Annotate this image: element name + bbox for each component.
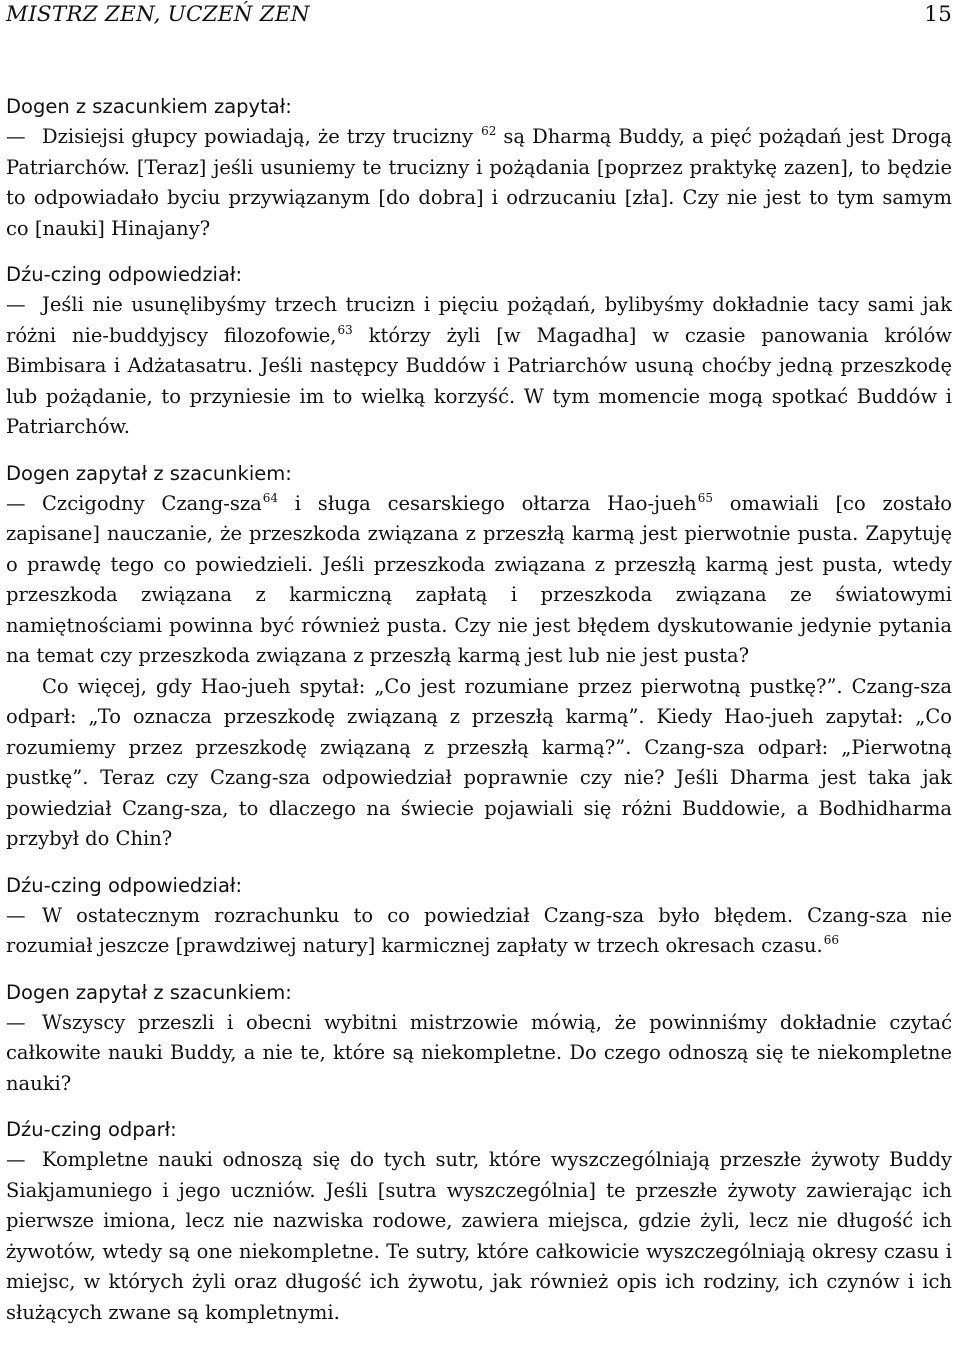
dialogue-dash: — — [6, 125, 26, 148]
footnote-ref: 66 — [823, 933, 840, 947]
text-run: omawiali [co zostało zapisane] nauczanie, że przeszkoda związana z przeszłą karmą jest pierwotnie pusta. Zapytuję o prawdę tego co powiedzieli. Jeśli przeszkoda związana z przeszłą karmą jest pusta, wtedy przeszkoda związana z karmiczną zapłatą i przeszkoda związana ze światowymi namiętnościami powinna być również pusta. Czy nie jest błędem dyskutowanie jedynie pytania na temat czy przeszkoda związana z przeszłą karmą jest lub nie jest pusta? — [6, 491, 953, 667]
text-run: są Dharmą Buddy, a pięć pożądań jest Drogą Patriarchów. [Teraz] jeśli usuniemy te trucizny i pożądania [poprzez praktykę zazen], to będzie to odpowiadało byciu przywiązanym [do dobra] i odrzucaniu [zła]. Czy nie jest to tym samym co [nauki] Hinajany? — [6, 125, 952, 240]
text-run: Kompletne nauki odnoszą się do tych sutr, które wyszczególniają przeszłe żywoty Buddy Siakjamuniego i jego uczniów. Jeśli [sutra wyszczególnia] te przeszłe żywoty zawierając ich pierwsze imiona, lecz nie nazwiska rodowe, zawiera miejsca, gdzie żyli, lecz nie długość ich żywotów, wtedy są one niekompletne. Te sutry, które całkowicie wyszczególniają okresy czasu i miejsc, w których żyli oraz długość ich żywotu, jak również opis ich rodziny, ich czynów i ich służących zwane są kompletnymi. — [6, 1148, 952, 1324]
paragraph — [6, 1008, 952, 1100]
paragraph — [6, 901, 952, 962]
footnote-ref: 65 — [697, 490, 714, 505]
speaker-line: Dogen zapytał z szacunkiem: — [6, 980, 292, 1004]
paragraph — [6, 122, 952, 244]
paragraph — [6, 1145, 952, 1328]
paragraph — [6, 672, 952, 855]
text-run: Wszyscy przeszli i obecni wybitni mistrzowie mówią, że powinniśmy dokładnie czytać całkowite nauki Buddy, a nie te, które są niekompletne. Do czego odnoszą się te niekompletne nauki? — [6, 1010, 952, 1095]
text-run: i sługa cesarskiego ołtarza Hao-jueh — [278, 491, 697, 515]
speaker-line: Dogen z szacunkiem zapytał: — [6, 95, 292, 118]
running-header — [6, 0, 952, 40]
speaker-line: Dźu-czing odpowiedział: — [6, 873, 243, 897]
dialogue-section — [6, 871, 952, 962]
footnote-ref: 62 — [481, 124, 497, 138]
dialogue-section — [6, 92, 952, 244]
dialogue-section — [6, 459, 952, 855]
paragraph — [6, 489, 952, 672]
text-run: którzy żyli [w Magadha] w czasie panowania królów Bimbisara i Adżatasatru. Jeśli następcy Buddów i Patriarchów usuną choćby jedną przeszkodę lub pożądanie, to przyniesie im to wielką korzyść. W tym momencie mogą spotkać Buddów i Patriarchów. — [6, 323, 952, 438]
text-run: Czcigodny Czang-sza — [42, 491, 262, 515]
speaker-line: Dogen zapytał z szacunkiem: — [6, 461, 292, 485]
page-body — [6, 92, 952, 1328]
header-title: MISTRZ ZEN, UCZEŃ ZEN — [6, 2, 310, 27]
text-run: W ostatecznym rozrachunku to co powiedział Czang-sza było błędem. Czang-sza nie rozumiał jeszcze [prawdziwej natury] karmicznej zapłaty w trzech okresach czasu. — [6, 903, 952, 957]
paragraph — [6, 290, 952, 443]
dialogue-dash: — — [6, 491, 26, 515]
dialogue-dash: — — [6, 1010, 26, 1034]
dialogue-section — [6, 260, 952, 443]
dialogue-dash: — — [6, 1148, 26, 1171]
speaker-line: Dźu-czing odpowiedział: — [6, 263, 243, 286]
footnote-ref: 64 — [262, 490, 279, 505]
dialogue-dash: — — [6, 903, 26, 927]
dialogue-section — [6, 978, 952, 1100]
dialogue-section — [6, 1115, 952, 1328]
text-run: Jeśli nie usunęlibyśmy trzech trucizn i pięciu pożądań, bylibyśmy dokładnie tacy sami jak różni nie-buddyjscy filozofowie, — [6, 293, 952, 347]
text-run: Co więcej, gdy Hao-jueh spytał: „Co jest rozumiane przez pierwotną pustkę?”. Czang-sza odparł: „To oznacza przeszkodę związaną z przeszłą karmą”. Kiedy Hao-jueh zapytał: „Co rozumiemy przez przeszkodę związaną z przeszłą karmą?”. Czang-sza odparł: „Pierwotną pustkę”. Teraz czy Czang-sza odpowiedział poprawnie czy nie? Jeśli Dharma jest taka jak powiedział Czang-sza, to dlaczego na świecie pojawiali się różni Buddowie, a Bodhidharma przybył do Chin? — [6, 674, 952, 850]
text-run: Dzisiejsi głupcy powiadają, że trzy trucizny — [42, 125, 481, 148]
footnote-ref: 63 — [337, 322, 353, 337]
dialogue-dash: — — [6, 293, 26, 316]
speaker-line: Dźu-czing odparł: — [6, 1118, 177, 1141]
page-number: 15 — [924, 2, 952, 27]
